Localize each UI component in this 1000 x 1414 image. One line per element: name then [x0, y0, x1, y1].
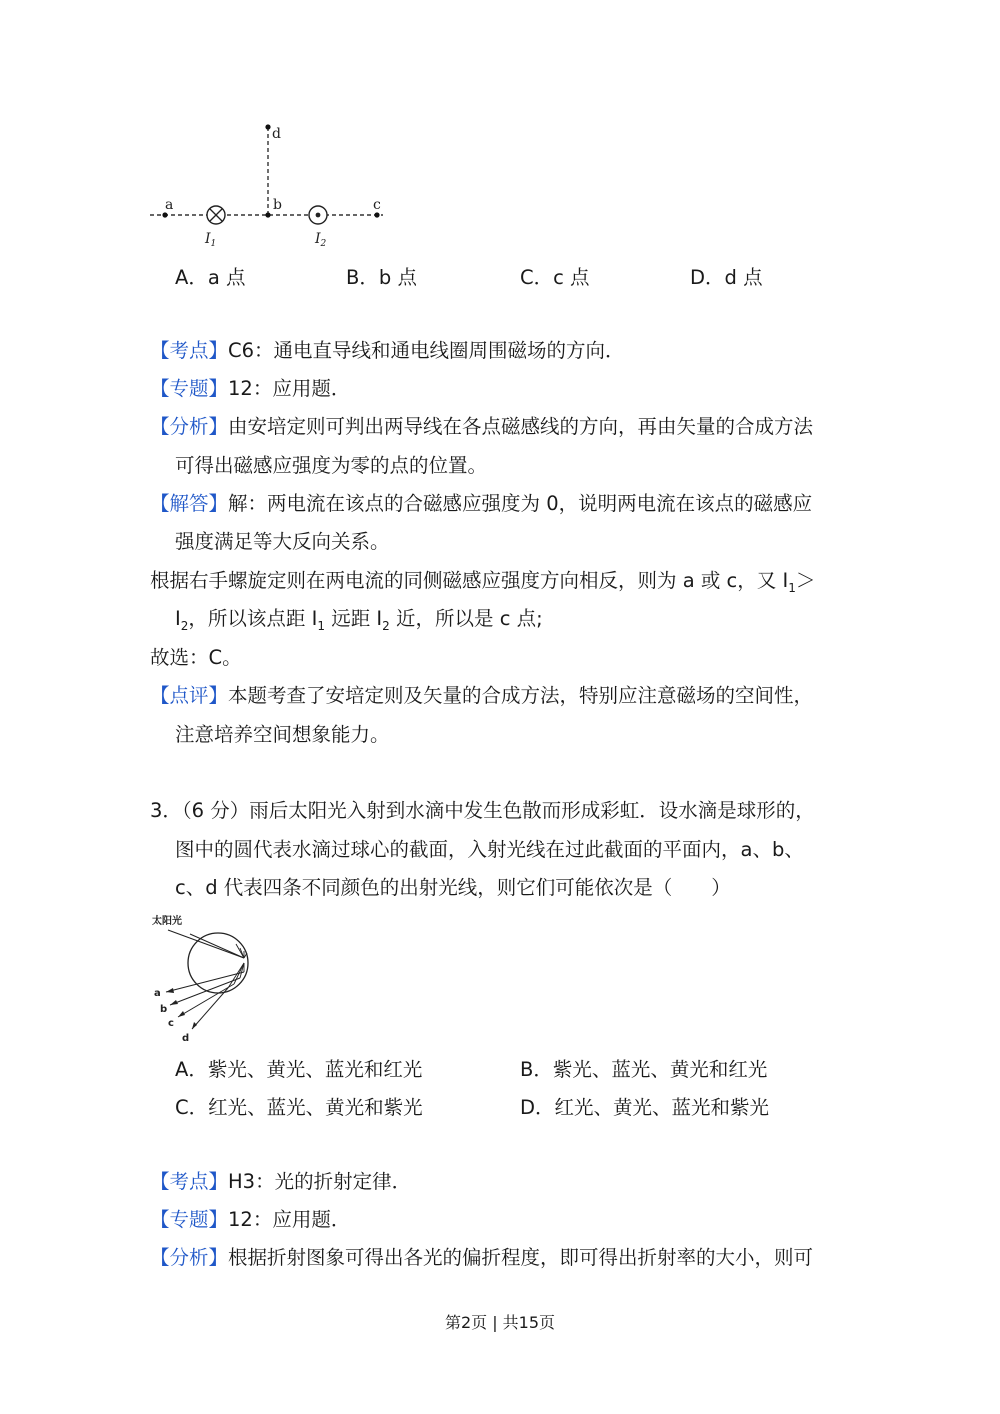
figure-wires: [145, 115, 405, 255]
q2-reasoning-line2: $I_2$，所以该点距 $I_1$ 远距 $I_2$ 近，所以是 c 点;: [175, 607, 543, 633]
q2-dianping-cont: 注意培养空间想象能力。: [175, 723, 390, 746]
q2-dianping: 【点评】本题考查了安培定则及矢量的合成方法，特别应注意磁场的空间性，: [150, 684, 814, 707]
figure-water-droplet: [148, 908, 258, 1048]
ray-b-label: b: [160, 1004, 168, 1015]
q2-jieda: 【解答】解：两电流在该点的合磁感应强度为 0，说明两电流在该点的磁感应: [150, 492, 813, 515]
fenxi-tag: 【分析】: [150, 1246, 229, 1269]
kaodian-tag: 【考点】: [150, 339, 229, 362]
q3-fenxi: 【分析】根据折射图象可得出各光的偏折程度，即可得出折射率的大小，则可: [150, 1246, 814, 1269]
zhuanti-tag: 【专题】: [150, 377, 229, 400]
point-d-label: d: [272, 126, 281, 142]
q2-option-c: C．c 点: [520, 266, 590, 289]
wire-out-of-page-icon: [309, 206, 327, 224]
q2-option-a: A．a 点: [175, 266, 246, 289]
ray-a-label: a: [154, 988, 161, 999]
kaodian-tag: 【考点】: [150, 1170, 229, 1193]
q2-zhuanti: 【专题】12：应用题．: [150, 377, 351, 400]
sunlight-label: 太阳光: [152, 916, 182, 927]
q3-option-d: D．红光、黄光、蓝光和紫光: [520, 1096, 770, 1119]
q3-option-b: B．紫光、蓝光、黄光和红光: [520, 1058, 768, 1081]
q2-jieda-cont: 强度满足等大反向关系。: [175, 530, 390, 553]
q3-option-a: A．紫光、黄光、蓝光和红光: [175, 1058, 423, 1081]
dianping-tag: 【点评】: [150, 684, 229, 707]
q2-fenxi-cont: 可得出磁感应强度为零的点的位置。: [175, 454, 488, 477]
current-i2-label: $I_2$: [315, 231, 327, 249]
ray-c-label: c: [168, 1018, 174, 1029]
q2-option-b: B．b 点: [346, 266, 417, 289]
fenxi-tag: 【分析】: [150, 415, 229, 438]
q3-stem-line3: c、d 代表四条不同颜色的出射光线，则它们可能依次是（ ）: [175, 876, 731, 899]
q3-stem-line1: 3．（6 分）雨后太阳光入射到水滴中发生色散而形成彩虹．设水滴是球形的，: [150, 799, 815, 822]
q3-kaodian: 【考点】H3：光的折射定律．: [150, 1170, 412, 1193]
page-footer: 第2页 | 共15页: [444, 1313, 556, 1332]
q3-zhuanti: 【专题】12：应用题．: [150, 1208, 351, 1231]
ray-d-label: d: [182, 1033, 190, 1044]
zhuanti-tag: 【专题】: [150, 1208, 229, 1231]
q2-answer: 故选：C。: [150, 646, 242, 669]
jieda-tag: 【解答】: [150, 492, 229, 515]
q3-option-c: C．红光、蓝光、黄光和紫光: [175, 1096, 423, 1119]
q2-option-d: D．d 点: [690, 266, 763, 289]
point-b-label: b: [273, 197, 282, 213]
q2-fenxi: 【分析】由安培定则可判出两导线在各点磁感线的方向，再由矢量的合成方法: [150, 415, 814, 438]
q2-kaodian: 【考点】C6：通电直导线和通电线圈周围磁场的方向．: [150, 339, 625, 362]
wire-into-page-icon: [207, 206, 225, 224]
point-a-label: a: [165, 197, 174, 213]
point-c-label: c: [373, 197, 381, 213]
q3-stem-line2: 图中的圆代表水滴过球心的截面，入射光线在过此截面的平面内，a、b、: [175, 838, 804, 861]
q2-reasoning-line1: 根据右手螺旋定则在两电流的同侧磁感应强度方向相反，则为 a 或 c，又 $I_1>$: [150, 569, 816, 595]
current-i1-label: $I_1$: [205, 231, 217, 249]
